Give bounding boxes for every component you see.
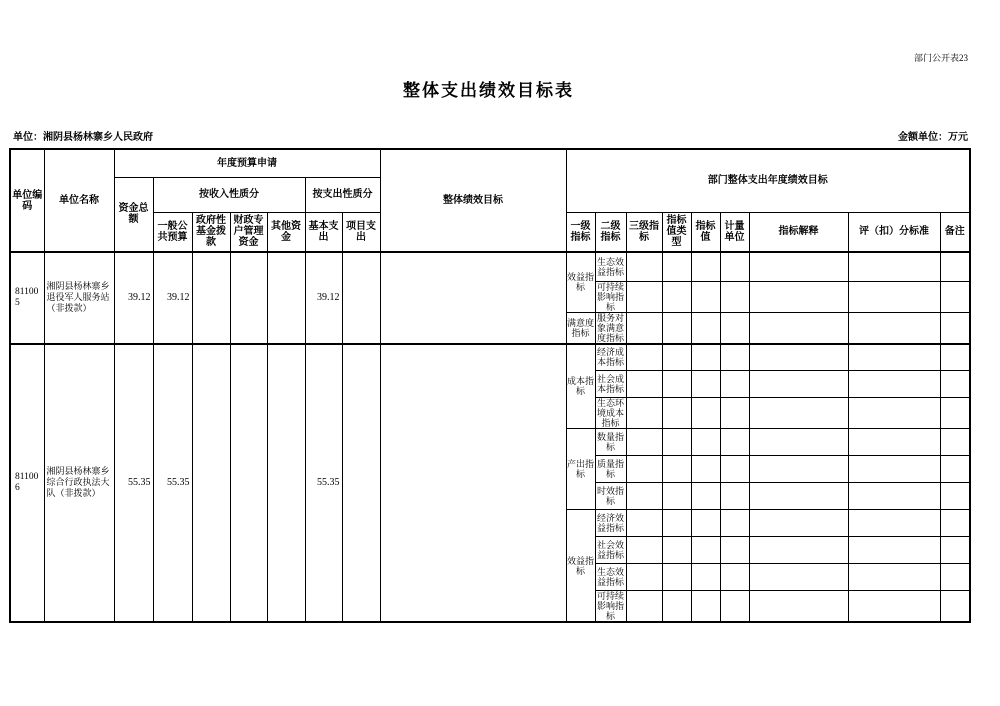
cell-value	[691, 591, 720, 623]
cell-remarks	[940, 510, 970, 537]
cell-level3-indicator	[626, 564, 662, 591]
cell-value	[691, 429, 720, 456]
header-other-funds: 其他资金	[267, 212, 305, 252]
cell-remarks	[940, 429, 970, 456]
header-department-annual-target: 部门整体支出年度绩效目标	[566, 149, 970, 212]
cell-scoring	[848, 483, 940, 510]
cell-level2-indicator: 时效指标	[595, 483, 626, 510]
cell-explanation	[749, 344, 848, 371]
cell-remarks	[940, 371, 970, 398]
cell-fiscal-special-account	[230, 252, 267, 344]
cell-measure-unit	[720, 252, 749, 281]
cell-remarks	[940, 252, 970, 281]
cell-government-fund	[192, 252, 230, 344]
cell-measure-unit	[720, 537, 749, 564]
cell-measure-unit	[720, 371, 749, 398]
table-row	[10, 344, 970, 371]
cell-measure-unit	[720, 483, 749, 510]
cell-value	[691, 564, 720, 591]
cell-remarks	[940, 591, 970, 623]
cell-unit-name: 湘阴县杨林寨乡退役军人服务站（非拨款）	[44, 252, 114, 344]
cell-level2-indicator: 数量指标	[595, 429, 626, 456]
cell-unit-code: 811006	[10, 344, 44, 623]
cell-value-type	[662, 591, 691, 623]
cell-value	[691, 281, 720, 312]
cell-measure-unit	[720, 312, 749, 344]
performance-target-table	[9, 148, 971, 623]
cell-level3-indicator	[626, 429, 662, 456]
cell-level2-indicator: 质量指标	[595, 456, 626, 483]
cell-value	[691, 456, 720, 483]
cell-level3-indicator	[626, 371, 662, 398]
cell-overall-target	[380, 252, 566, 344]
cell-level2-indicator: 生态效益指标	[595, 252, 626, 281]
cell-level1-indicator: 效益指标	[566, 510, 595, 623]
cell-explanation	[749, 398, 848, 429]
header-government-fund: 政府性基金拨款	[192, 212, 230, 252]
cell-government-fund	[192, 344, 230, 623]
cell-scoring	[848, 312, 940, 344]
cell-scoring	[848, 344, 940, 371]
cell-value-type	[662, 537, 691, 564]
cell-scoring	[848, 398, 940, 429]
header-unit-code: 单位编码	[10, 149, 44, 252]
cell-explanation	[749, 252, 848, 281]
cell-explanation	[749, 483, 848, 510]
cell-level3-indicator	[626, 281, 662, 312]
header-value-type: 指标值类型	[662, 212, 691, 252]
cell-value	[691, 371, 720, 398]
header-project-expenditure: 项目支出	[342, 212, 380, 252]
cell-explanation	[749, 456, 848, 483]
header-value: 指标值	[691, 212, 720, 252]
cell-level3-indicator	[626, 456, 662, 483]
cell-level2-indicator: 经济效益指标	[595, 510, 626, 537]
cell-level2-indicator: 经济成本指标	[595, 344, 626, 371]
header-explanation: 指标解释	[749, 212, 848, 252]
header-total-funds: 资金总额	[114, 177, 153, 252]
cell-value	[691, 252, 720, 281]
cell-remarks	[940, 456, 970, 483]
header-remarks: 备注	[940, 212, 970, 252]
cell-level3-indicator	[626, 483, 662, 510]
cell-measure-unit	[720, 398, 749, 429]
cell-explanation	[749, 371, 848, 398]
cell-level3-indicator	[626, 344, 662, 371]
amount-unit-label: 金额单位：万元	[898, 132, 968, 143]
cell-value-type	[662, 398, 691, 429]
cell-fiscal-special-account	[230, 344, 267, 623]
header-fiscal-special-account: 财政专户管理资金	[230, 212, 267, 252]
cell-value	[691, 510, 720, 537]
cell-level2-indicator: 社会效益指标	[595, 537, 626, 564]
cell-level1-indicator: 成本指标	[566, 344, 595, 429]
header-level3-indicator: 三级指标	[626, 212, 662, 252]
cell-other-funds	[267, 344, 305, 623]
cell-level3-indicator	[626, 537, 662, 564]
header-general-public-budget: 一般公共预算	[153, 212, 192, 252]
cell-value-type	[662, 312, 691, 344]
header-annual-budget-request: 年度预算申请	[114, 149, 380, 177]
cell-value-type	[662, 510, 691, 537]
cell-scoring	[848, 429, 940, 456]
cell-level2-indicator: 社会成本指标	[595, 371, 626, 398]
cell-total-funds: 55.35	[114, 344, 153, 623]
cell-remarks	[940, 537, 970, 564]
cell-scoring	[848, 591, 940, 623]
cell-general-public-budget: 39.12	[153, 252, 192, 344]
cell-value	[691, 398, 720, 429]
corner-label: 部门公开表23	[913, 53, 968, 63]
cell-value	[691, 483, 720, 510]
cell-basic-expenditure: 55.35	[305, 344, 342, 623]
cell-value-type	[662, 252, 691, 281]
cell-explanation	[749, 564, 848, 591]
cell-remarks	[940, 312, 970, 344]
cell-level3-indicator	[626, 398, 662, 429]
cell-value-type	[662, 344, 691, 371]
cell-measure-unit	[720, 591, 749, 623]
cell-value	[691, 344, 720, 371]
cell-level2-indicator: 可持续影响指标	[596, 591, 624, 621]
cell-explanation	[749, 510, 848, 537]
header-level2-indicator: 二级指标	[595, 212, 626, 252]
cell-measure-unit	[720, 281, 749, 312]
cell-scoring	[848, 537, 940, 564]
cell-general-public-budget: 55.35	[153, 344, 192, 623]
cell-explanation	[749, 591, 848, 623]
cell-value-type	[662, 564, 691, 591]
cell-scoring	[848, 564, 940, 591]
cell-level1-indicator: 效益指标	[566, 252, 595, 312]
cell-value-type	[662, 371, 691, 398]
cell-remarks	[940, 344, 970, 371]
header-overall-performance-target: 整体绩效目标	[380, 149, 566, 252]
cell-value-type	[662, 483, 691, 510]
cell-scoring	[848, 371, 940, 398]
unit-label: 单位：湘阴县杨林寨乡人民政府	[13, 132, 153, 143]
cell-other-funds	[267, 252, 305, 344]
cell-level2-indicator: 服务对象满意度指标	[596, 312, 624, 343]
cell-scoring	[848, 252, 940, 281]
cell-explanation	[749, 429, 848, 456]
cell-value-type	[662, 429, 691, 456]
header-basic-expenditure: 基本支出	[305, 212, 342, 252]
cell-remarks	[940, 281, 970, 312]
cell-level3-indicator	[626, 252, 662, 281]
cell-level3-indicator	[626, 510, 662, 537]
cell-overall-target	[380, 344, 566, 623]
cell-measure-unit	[720, 510, 749, 537]
header-measure-unit: 计量单位	[720, 212, 749, 252]
header-scoring-standard: 评（扣）分标准	[848, 212, 940, 252]
cell-value-type	[662, 456, 691, 483]
cell-level2-indicator: 生态效益指标	[595, 564, 626, 591]
cell-level3-indicator	[626, 312, 662, 344]
cell-remarks	[940, 483, 970, 510]
header-by-expenditure-nature: 按支出性质分	[305, 177, 380, 212]
page-title: 整体支出绩效目标表	[403, 81, 574, 100]
cell-measure-unit	[720, 456, 749, 483]
cell-measure-unit	[720, 564, 749, 591]
header-level1-indicator: 一级指标	[566, 212, 595, 252]
header-unit-name: 单位名称	[44, 149, 114, 252]
cell-value-type	[662, 281, 691, 312]
cell-level2-indicator: 生态环境成本指标	[596, 398, 624, 428]
cell-explanation	[749, 281, 848, 312]
cell-remarks	[940, 564, 970, 591]
cell-explanation	[749, 537, 848, 564]
cell-project-expenditure	[342, 344, 380, 623]
cell-explanation	[749, 312, 848, 344]
cell-value	[691, 537, 720, 564]
cell-level1-indicator: 满意度指标	[566, 312, 595, 344]
cell-project-expenditure	[342, 252, 380, 344]
cell-scoring	[848, 510, 940, 537]
cell-unit-name: 湘阴县杨林寨乡综合行政执法大队（非拨款）	[44, 344, 114, 623]
cell-scoring	[848, 456, 940, 483]
cell-remarks	[940, 398, 970, 429]
header-by-income-nature: 按收入性质分	[153, 177, 305, 212]
cell-basic-expenditure: 39.12	[305, 252, 342, 344]
cell-measure-unit	[720, 429, 749, 456]
cell-scoring	[848, 281, 940, 312]
cell-level1-indicator: 产出指标	[566, 429, 595, 510]
cell-value	[691, 312, 720, 344]
cell-measure-unit	[720, 344, 749, 371]
cell-unit-code: 811005	[10, 252, 44, 344]
cell-level2-indicator: 可持续影响指标	[596, 281, 624, 312]
cell-level3-indicator	[626, 591, 662, 623]
table-row	[10, 252, 970, 281]
cell-total-funds: 39.12	[114, 252, 153, 344]
